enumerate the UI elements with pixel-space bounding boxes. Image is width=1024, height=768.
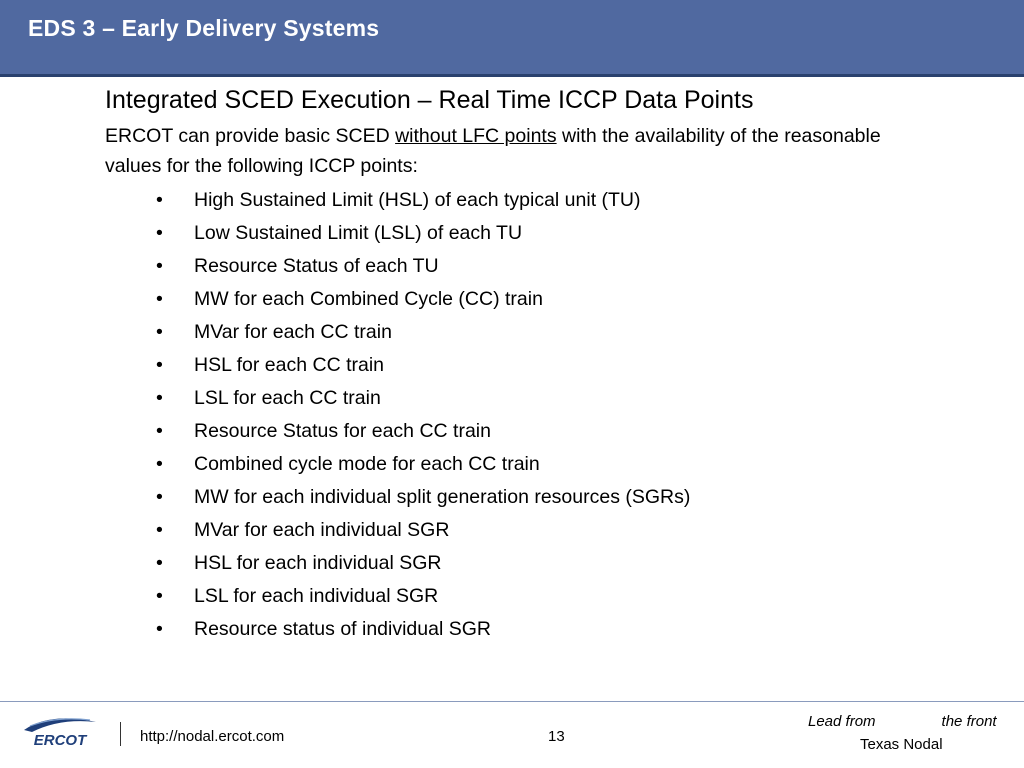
bullet-marker: • xyxy=(156,387,163,409)
bullet-text: HSL for each CC train xyxy=(194,354,385,376)
bullet-text: LSL for each individual SGR xyxy=(194,585,439,607)
bullet-marker: • xyxy=(156,585,163,607)
bullet-marker: • xyxy=(156,255,163,277)
bullet-item xyxy=(150,580,690,613)
bullet-item xyxy=(150,481,690,514)
bullet-marker: • xyxy=(156,618,163,640)
page-number: 13 xyxy=(548,728,565,745)
bullet-marker: • xyxy=(156,552,163,574)
intro-paragraph xyxy=(105,121,915,181)
intro-text-before: ERCOT can provide basic SCED xyxy=(105,125,396,147)
slide-heading: Integrated SCED Execution – Real Time ICCP Data Points xyxy=(105,86,754,114)
bullet-item xyxy=(150,316,690,349)
footer-subtitle: Texas Nodal xyxy=(860,736,943,753)
bullet-item xyxy=(150,613,690,646)
bullet-item xyxy=(150,250,690,283)
header-bar xyxy=(0,0,1024,74)
bullet-text: MVar for each individual SGR xyxy=(194,519,450,541)
bullet-text: Combined cycle mode for each CC train xyxy=(194,453,540,475)
bullet-item xyxy=(150,283,690,316)
bullet-text: Resource Status of each TU xyxy=(194,255,439,277)
bullet-text: MVar for each CC train xyxy=(194,321,392,343)
bullet-item xyxy=(150,349,690,382)
tagline-right: the front xyxy=(941,713,997,730)
bullet-text: MW for each Combined Cycle (CC) train xyxy=(194,288,543,310)
bullet-item xyxy=(150,382,690,415)
bullet-marker: • xyxy=(156,420,163,442)
bullet-text: Low Sustained Limit (LSL) of each TU xyxy=(194,222,523,244)
header-divider xyxy=(0,74,1024,77)
logo-swoosh xyxy=(24,718,96,732)
footer-url[interactable]: http://nodal.ercot.com xyxy=(140,728,285,745)
bullet-marker: • xyxy=(156,321,163,343)
bullet-text: Resource Status for each CC train xyxy=(194,420,491,442)
bullet-marker: • xyxy=(156,519,163,541)
footer-separator xyxy=(120,722,121,746)
bullet-marker: • xyxy=(156,189,163,211)
bullet-item xyxy=(150,547,690,580)
bullet-item xyxy=(150,448,690,481)
intro-text-after: with the availability of the reasonable values for the following ICCP points: xyxy=(105,125,881,177)
bullet-item xyxy=(150,415,690,448)
footer-divider xyxy=(0,701,1024,702)
bullet-list xyxy=(150,184,690,646)
bullet-item xyxy=(150,514,690,547)
intro-underlined-text: without LFC points xyxy=(395,125,557,147)
tagline-left: Lead from xyxy=(808,713,876,730)
bullet-marker: • xyxy=(156,486,163,508)
logo-text: ERCOT xyxy=(33,732,87,748)
bullet-text: HSL for each individual SGR xyxy=(194,552,442,574)
bullet-text: MW for each individual split generation resources (SGRs) xyxy=(194,486,691,508)
bullet-marker: • xyxy=(156,354,163,376)
ercot-logo xyxy=(20,714,100,748)
bullet-marker: • xyxy=(156,288,163,310)
bullet-text: High Sustained Limit (HSL) of each typical unit (TU) xyxy=(194,189,641,211)
bullet-item xyxy=(150,184,690,217)
bullet-text: Resource status of individual SGR xyxy=(194,618,491,640)
footer-tagline xyxy=(808,713,997,730)
bullet-marker: • xyxy=(156,453,163,475)
bullet-marker: • xyxy=(156,222,163,244)
bullet-item xyxy=(150,217,690,250)
bullet-text: LSL for each CC train xyxy=(194,387,381,409)
header-title: EDS 3 – Early Delivery Systems xyxy=(28,15,380,41)
